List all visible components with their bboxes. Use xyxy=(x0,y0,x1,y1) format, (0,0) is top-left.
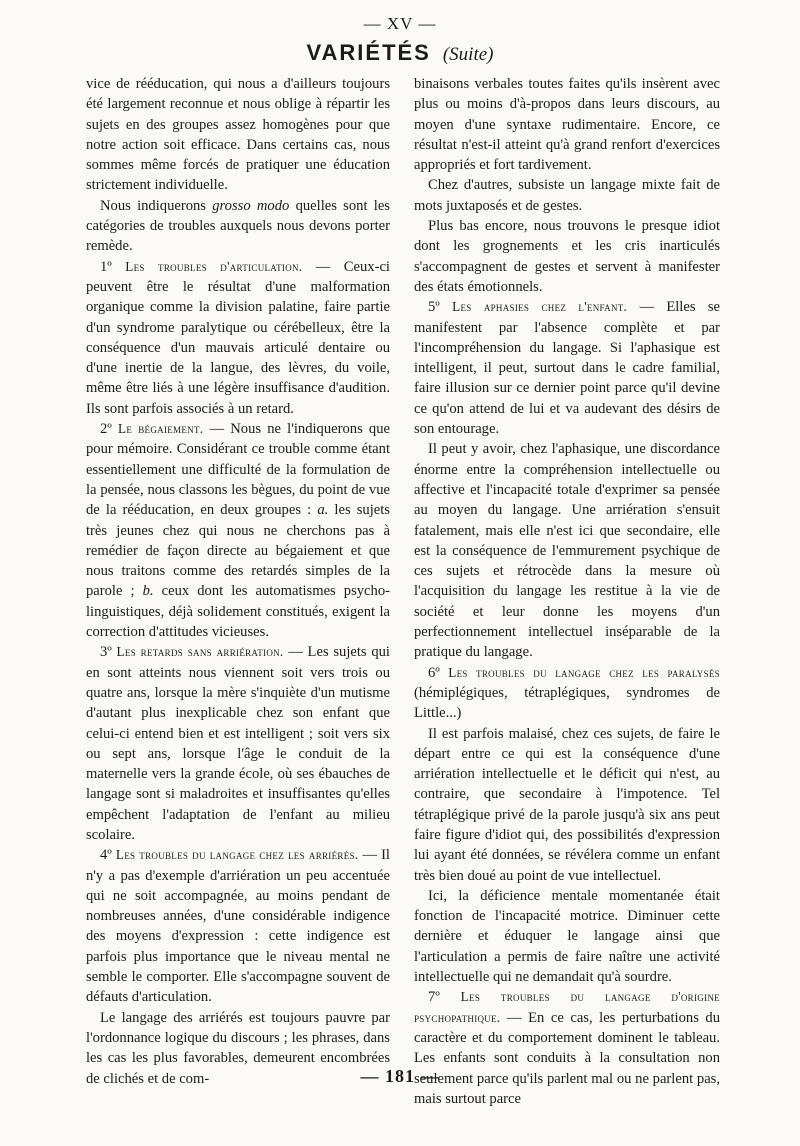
section-title: VARIÉTÉS xyxy=(306,40,431,65)
paragraph: Ici, la déficience mentale momentanée était fonction de l'incapacité motrice. Diminuer cette dernière et éduquer le langage ainsi que l'articulation a permis de faire naître une activité intellectuelle qui ne demandait qu'à sourdre. xyxy=(414,887,720,986)
section-psychopathique: 7º Les troubles du langage d'origine psychopathique. — En ce cas, les perturbations du caractère et du comportement dominent le tableau. Les enfants sont conduits à la consultation non seulement parce qu'ils parlent mal ou ne parlent pas, mais surtout parce xyxy=(414,989,720,1107)
paragraph: Il est parfois malaisé, chez ces sujets, de faire le départ entre ce qui est la conséquence d'une arriération intellectuelle et le déficit qui n'est, au contraire, que secondaire à l'impotence. Tel tétraplégique privé de la parole jusqu'à six ans peut faire figure d'idiot qui, des possibilités d'expression lui ayant été données, se révélera comme un enfant très bien doué au point de vue intellectuel. xyxy=(414,725,720,884)
page-number: — 181 — xyxy=(360,1066,440,1086)
section-heading: Les troubles du langage chez les arriérés. xyxy=(115,847,359,863)
roman-folio: — XV — xyxy=(363,14,437,33)
section-paralyses: 6º Les troubles du langage chez les paralysés (hémiplégiques, tétraplégiques, syndromes de Little...) xyxy=(414,664,720,722)
section-retards: 3º Les retards sans arriération. — Les sujets qui en sont atteints nous viennent soit vers trois ou quatre ans, lorsque la mère s'inquiète d'un mutisme d'autant plus inexplicable chez son enfant que celui-ci entend bien et est intelligent ; soit vers six ou sept ans, lorsque l'âge le conduit de la maternelle vers la grande école, où ses ébauches de langage sont si maladroites et insuffisantes qu'elles empêchent l'adaptation de l'enfant au milieu scolaire. xyxy=(86,644,390,843)
paragraph: Chez d'autres, subsiste un langage mixte fait de mots juxtaposés et de gestes. xyxy=(414,177,720,214)
italic-phrase: grosso modo xyxy=(212,197,290,214)
right-column xyxy=(414,74,720,1107)
section-heading: Le bégaiement. xyxy=(117,421,204,437)
paragraph: Il peut y avoir, chez l'aphasique, une discordance énorme entre la compréhension intellectuelle ou affective et l'incapacité totale d'exprimer sa pensée au moyen du langage. Une arriération s'ensuit fatalement, mais elle n'est ici que secondaire, elle est la conséquence de l'emmurement psychique de ces sujets et rétrocède dans la mesure où l'acquisition du langage les restitue à la vie de société et leur donne les moyens d'un perfectionnement intellectuel inséparable de la pratique du langage. xyxy=(414,441,720,661)
paragraph: vice de rééducation, qui nous a d'ailleurs toujours été largement reconnue et nous oblige à répartir les sujets en des groupes assez homogènes pour que notre action soit efficace. Dans certains cas, nous sommes même forcés de pratiquer une éducation strictement individuelle. xyxy=(86,76,390,194)
section-heading: Les troubles du langage chez les paralysés xyxy=(448,664,720,680)
section-heading: Les troubles du langage d'origine psychopathique. xyxy=(414,989,720,1025)
paragraph: Nous indiquerons grosso modo quelles sont les catégories de troubles auxquels nous devons porter remède. xyxy=(86,197,390,255)
section-subtitle: (Suite) xyxy=(442,44,494,65)
section-aphasies: 5º Les aphasies chez l'enfant. — Elles se manifestent par l'absence complète et par l'incompréhension du langage. Si l'aphasique est intelligent, il peut, surtout dans le cadre familial, faire illusion sur ce dernier point parce qu'il devine ce qu'on attend de lui et va audevant des désirs de son entourage. xyxy=(414,299,720,438)
paragraph: binaisons verbales toutes faites qu'ils insèrent avec plus ou moins d'à-propos dans leurs discours, au moyen d'une syntaxe rudimentaire. Encore, ce résultat n'est-il atteint qu'à grand renfort d'exercices appropriés et fort tardivement. xyxy=(414,76,720,174)
section-header xyxy=(0,40,800,66)
section-articulation: 1º Les troubles d'articulation. — Ceux-ci peuvent être le résultat d'une malformation organique comme la division palatine, faire partie d'un syndrome paralytique ou cérébelleux, être la conséquence d'un mauvais articulé dentaire ou d'une inertie de la langue, des lèvres, du voile, même être liés à une légère insuffisance d'audition. Ils sont parfois associés à un retard. xyxy=(86,258,390,417)
section-heading: Les troubles d'articulation. xyxy=(125,258,303,274)
paragraph: Plus bas encore, nous trouvons le presque idiot dont les grognements et les cris inarticulés s'accompagnent de gestes et servent à manifester des états émotionnels. xyxy=(414,218,720,295)
section-begaiement: 2º Le bégaiement. — Nous ne l'indiquerons que pour mémoire. Considérant ce trouble comme étant essentiellement une difficulté de la formulation de la pensée, nous classons les bègues, du point de vue de la rééducation, en deux groupes : a. les sujets très jeunes chez qui nous ne cherchons pas à remédier de façon directe au bégaiement et que nous traitons comme des retardés simples de la parole ; b. ceux dont les automatismes psycho-linguistiques, déjà solidement constitués, exigent la correction d'attitudes vicieuses. xyxy=(86,421,390,641)
left-column xyxy=(86,74,390,1087)
section-heading: Les aphasies chez l'enfant. xyxy=(452,299,628,315)
section-heading: Les retards sans arriération. xyxy=(116,644,284,660)
paragraph: Le langage des arriérés est toujours pauvre par l'ordonnance logique du discours ; les phrases, dans les cas les plus favorables, demeurent encombrées de clichés et de com- xyxy=(86,1009,390,1087)
section-arrieres: 4º Les troubles du langage chez les arriérés. — Il n'y a pas d'exemple d'arriération un peu accentuée qui ne soit accompagnée, au moins pendant de nombreuses années, d'une considérable indigence des moyens d'expression : cette indigence est parfois plus importance que le niveau mental ne semble le comporter. Elle s'accompagne souvent de défauts d'articulation. xyxy=(86,847,390,1006)
